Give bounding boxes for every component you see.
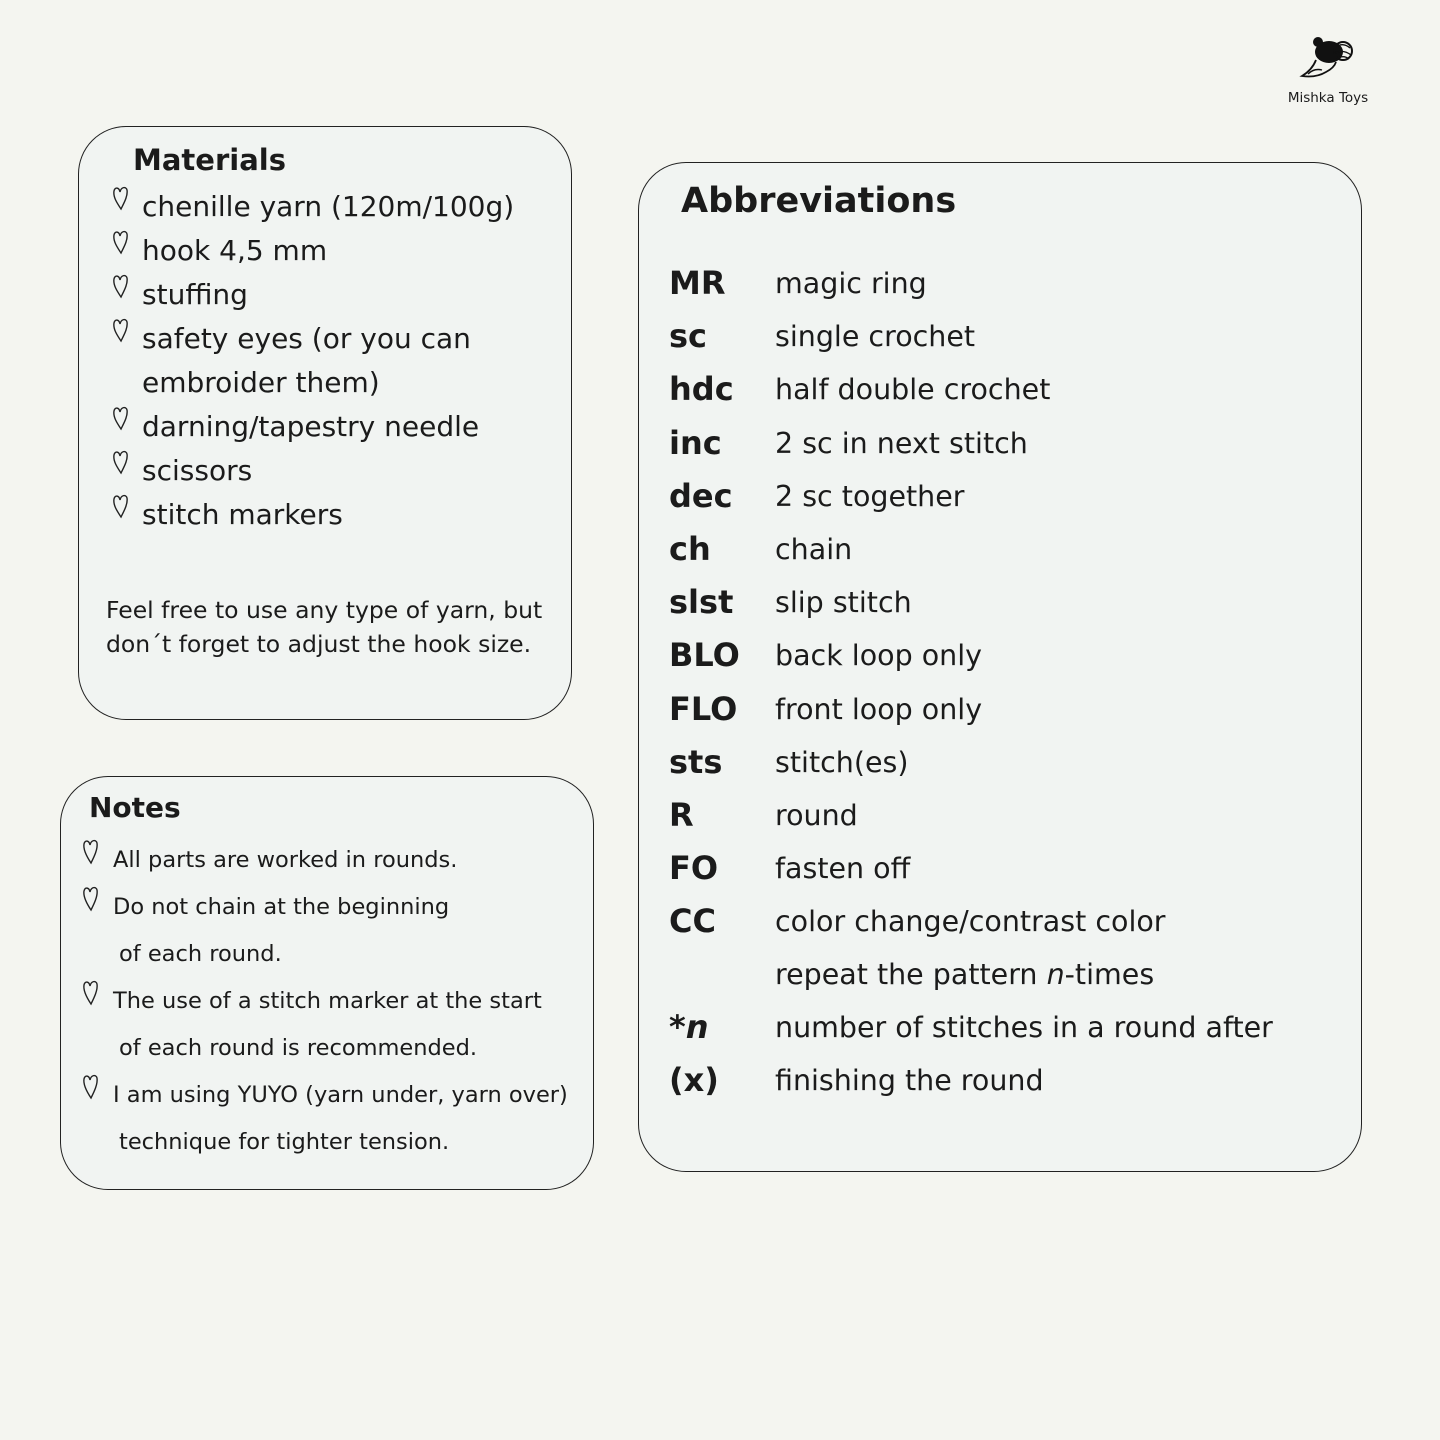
repeat-meaning-n: n [1046,958,1065,992]
abbreviation-meaning: slip stitch [775,586,912,620]
abbreviation: ch [669,529,711,568]
note-text: Do not chain at the beginning [113,894,450,920]
heart-bullet-icon [111,317,131,347]
repeat-meaning-suffix: -times [1064,958,1155,992]
list-item [79,978,589,1072]
materials-note: Feel free to use any type of yarn, but don´t forget to adjust the hook size. [106,596,543,658]
abbreviation: BLO [669,636,740,675]
repeat-meaning-line2: number of stitches in a round after [775,1011,1273,1045]
abbreviation-meaning: fasten off [775,852,911,886]
heart-bullet-icon [111,449,131,479]
brand-logo [1278,30,1378,106]
heart-bullet-icon [111,493,131,523]
table-row [669,470,1273,523]
abbreviation-meaning: front loop only [775,692,983,726]
abbreviation: sts [669,742,723,781]
repeat-x: (x) [669,1061,719,1100]
note-text-continued: of each round is recommended. [119,1035,478,1061]
heart-bullet-icon [81,884,101,914]
notes-list [79,837,589,1166]
abbreviation-meaning: back loop only [775,639,983,673]
material-text: scissors [142,454,253,487]
abbreviation-repeat-meaning [775,948,1273,1107]
abbreviation-meaning: single crochet [775,320,976,354]
repeat-meaning-line3: finishing the round [775,1064,1044,1098]
abbreviations-title: Abbreviations [681,181,957,221]
list-item [109,185,559,229]
list-item [79,1072,589,1166]
material-text: darning/tapestry needle [142,410,480,443]
heart-bullet-icon [111,229,131,259]
table-row [669,895,1273,948]
abbreviation-repeat [669,948,775,1107]
table-row [669,417,1273,470]
material-text: chenille yarn (120m/100g) [142,190,515,223]
table-row [669,523,1273,576]
note-text-continued: of each round. [119,941,282,967]
note-text: I am using YUYO (yarn under, yarn over) [113,1082,568,1108]
list-item [109,317,559,405]
table-row [669,310,1273,363]
list-item [109,449,559,493]
table-row [669,683,1273,736]
abbreviation: sc [669,317,708,356]
repeat-meaning-prefix: repeat the pattern [775,958,1047,992]
abbreviation: inc [669,423,722,462]
abbreviations-card [638,162,1362,1172]
abbreviation: hdc [669,370,734,409]
heart-bullet-icon [81,837,101,867]
heart-bullet-icon [111,273,131,303]
table-row [669,576,1273,629]
abbreviation: R [669,795,694,834]
abbreviation: CC [669,902,716,941]
abbreviation-meaning: stitch(es) [775,745,909,779]
table-row [669,789,1273,842]
list-item [79,884,589,978]
note-text: All parts are worked in rounds. [113,847,458,873]
material-text: stuffing [142,278,248,311]
materials-list [109,185,559,537]
repeat-star: * [669,1008,686,1047]
abbreviation-meaning: round [775,798,858,832]
note-text-continued: technique for tighter tension. [119,1129,450,1155]
list-item [109,493,559,537]
notes-card [60,776,594,1190]
table-row-repeat [669,948,1273,1107]
table-row [669,257,1273,310]
abbreviation: slst [669,583,734,622]
heart-bullet-icon [81,1072,101,1102]
materials-title: Materials [133,143,286,177]
material-text: hook 4,5 mm [142,234,328,267]
abbreviation-meaning: color change/contrast color [775,905,1166,939]
abbreviation: FLO [669,689,738,728]
table-row [669,736,1273,789]
heart-bullet-icon [111,405,131,435]
material-text: safety eyes (or you can [142,322,471,355]
table-row [669,363,1273,416]
mouse-yarn-icon [1296,30,1360,84]
abbreviation-meaning: half double crochet [775,373,1051,407]
list-item [109,273,559,317]
abbreviation: dec [669,476,733,515]
heart-bullet-icon [81,978,101,1008]
abbreviation-meaning: chain [775,532,853,566]
abbreviations-table [669,257,1273,1107]
table-row [669,629,1273,682]
table-row [669,842,1273,895]
list-item [79,837,589,884]
notes-title: Notes [89,791,181,824]
list-item [109,405,559,449]
materials-card [78,126,572,720]
abbreviation: MR [669,264,726,302]
repeat-n: n [685,1008,709,1047]
list-item [109,229,559,273]
abbreviation-meaning: magic ring [775,267,927,300]
abbreviation-meaning: 2 sc together [775,479,965,513]
abbreviation: FO [669,849,719,888]
brand-name: Mishka Toys [1287,90,1369,106]
heart-bullet-icon [111,185,131,215]
note-text: The use of a stitch marker at the start [113,988,542,1014]
material-text: stitch markers [142,498,343,531]
material-text-continued: embroider them) [142,366,380,399]
abbreviation-meaning: 2 sc in next stitch [775,426,1028,460]
